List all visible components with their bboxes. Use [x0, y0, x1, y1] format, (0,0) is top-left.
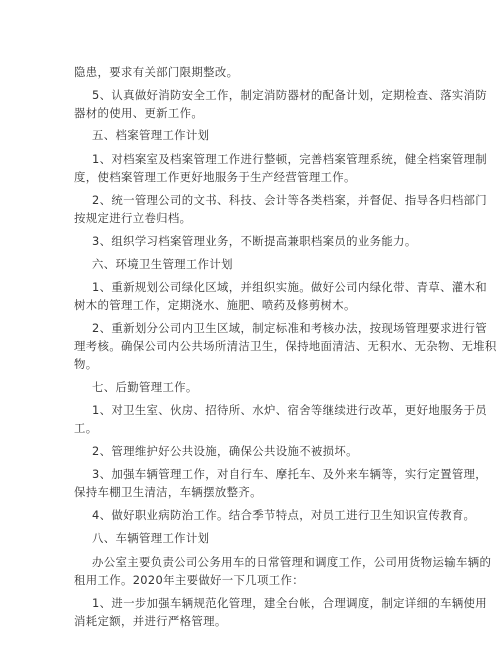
- list-item-line: 2、管理维护好公共设施，确保公共设施不被损坏。: [92, 444, 358, 458]
- paragraph-line: 办公室主要负责公司公务用车的日常管理和调度工作，公司用货物运输车辆的: [92, 555, 492, 569]
- section-heading: 八、车辆管理工作计划: [92, 531, 210, 545]
- list-item-line: 1、对档案室及档案管理工作进行整顿，完善档案管理系统，健全档案管理制: [92, 152, 488, 166]
- list-item-line: 按规定进行立卷归档。: [74, 211, 192, 225]
- list-item-line: 保持车棚卫生清洁，车辆摆放整齐。: [74, 485, 262, 499]
- list-item-line: 消耗定额，并进行严格管理。: [74, 614, 227, 628]
- list-item-line: 3、组织学习档案管理业务，不断提高兼职档案员的业务能力。: [92, 234, 417, 248]
- list-item-line: 理考核。确保公司内公共场所清洁卫生，保持地面清洁、无积水、无杂物、无堆积: [74, 339, 497, 353]
- paragraph-line: 租用工作。2020年主要做好一下几项工作：: [74, 573, 304, 587]
- list-item-line: 2、重新划分公司内卫生区域，制定标准和考核办法，按现场管理要求进行管: [92, 321, 488, 335]
- list-item-line: 树木的管理工作，定期浇水、施肥、喷药及修剪树木。: [74, 298, 356, 312]
- section-heading: 六、环境卫生管理工作计划: [92, 257, 233, 271]
- list-item-line: 1、重新规划公司绿化区域，并组织实施。做好公司内绿化带、青草、灌木和: [92, 280, 488, 294]
- section-heading: 五、档案管理工作计划: [92, 128, 210, 142]
- paragraph-line: 隐患，要求有关部门限期整改。: [74, 65, 239, 79]
- list-item-line: 器材的使用、更新工作。: [74, 106, 204, 120]
- list-item-line: 1、对卫生室、伙房、招待所、水炉、宿舍等继续进行改革，更好地服务于员: [92, 403, 488, 417]
- list-item-line: 工。: [74, 421, 98, 435]
- list-item-line: 4、做好职业病防治工作。结合季节特点，对员工进行卫生知识宣传教育。: [92, 508, 476, 522]
- list-item-line: 1、进一步加强车辆规范化管理，建全台帐，合理调度，制定详细的车辆使用: [92, 596, 488, 610]
- list-item-line: 物。: [74, 357, 98, 371]
- section-heading: 七、后勤管理工作。: [92, 380, 198, 394]
- list-item-line: 2、统一管理公司的文书、科技、会计等各类档案，并督促、指导各归档部门: [92, 193, 488, 207]
- list-item-line: 度，使档案管理工作更好地服务于生产经营管理工作。: [74, 170, 356, 184]
- list-item-line: 3、加强车辆管理工作，对自行车、摩托车、及外来车辆等，实行定置管理，: [92, 467, 488, 481]
- list-item-line: 5、认真做好消防安全工作，制定消防器材的配备计划，定期检查、落实消防: [92, 88, 488, 102]
